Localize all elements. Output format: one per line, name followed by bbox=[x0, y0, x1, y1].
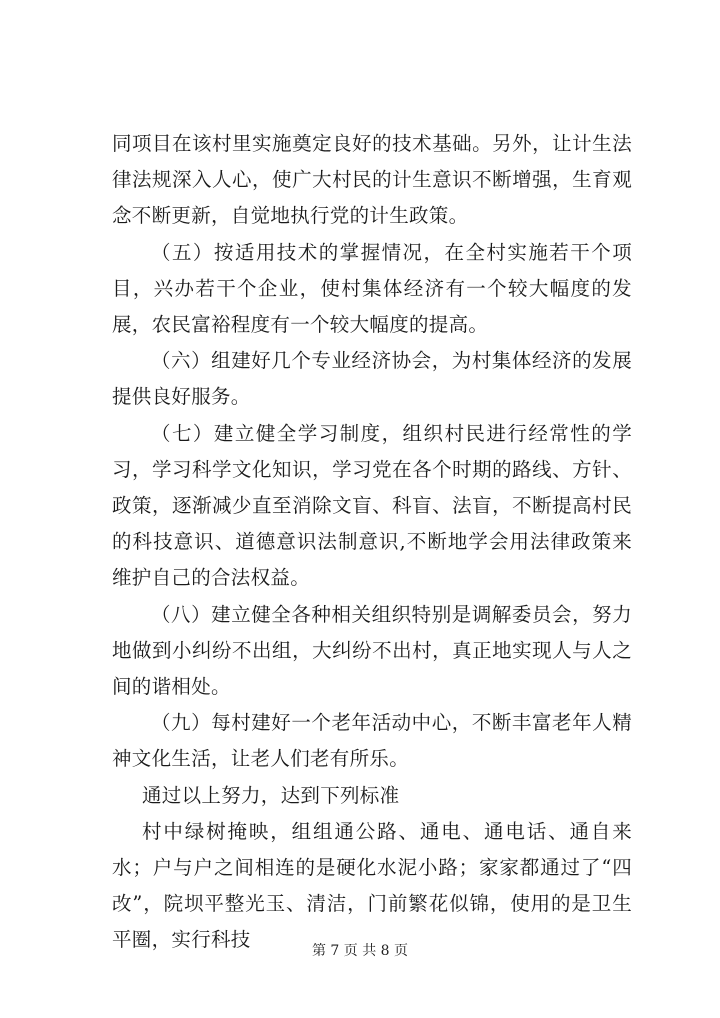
paragraph-item-6: （六）组建好几个专业经济协会，为村集体经济的发展提供良好服务。 bbox=[112, 349, 632, 409]
page-footer: 第 7 页 共 8 页 bbox=[311, 943, 409, 959]
paragraph-standards-intro: 通过以上努力，达到下列标准 bbox=[142, 783, 400, 807]
paragraph-item-7: （七）建立健全学习制度，组织村民进行经常性的学习，学习科学文化知识，学习党在各个时期的路线、方针、政策，逐渐减少直至消除文盲、科盲、法盲，不断提高村民的科技意识、道德意识法制意识,不断地学会用法律政策来维护自己的合法权益。 bbox=[112, 421, 632, 590]
paragraph-item-9: （九）每村建好一个老年活动中心，不断丰富老年人精神文化生活，让老人们老有所乐。 bbox=[112, 711, 632, 771]
paragraph-continuation: 同项目在该村里实施奠定良好的技术基础。另外，让计生法律法规深入人心，使广大村民的计生意识不断增强，生育观念不断更新，自觉地执行党的计生政策。 bbox=[112, 132, 632, 228]
paragraph-item-5: （五）按适用技术的掌握情况，在全村实施若干个项目，兴办若干个企业，使村集体经济有一个较大幅度的发展，农民富裕程度有一个较大幅度的提高。 bbox=[112, 240, 632, 337]
paragraph-standards: 村中绿树掩映，组组通公路、通电、通电话、通自来水；户与户之间相连的是硬化水泥小路；家家都通过了“四改”，院坝平整光玉、清洁，门前繁花似锦，使用的是卫生平圈，实行科技 bbox=[112, 819, 632, 952]
paragraph-item-8: （八）建立健全各种相关组织特别是调解委员会，努力地做到小纠纷不出组，大纠纷不出村，真正地实现人与人之间的谐相处。 bbox=[112, 602, 632, 699]
body-text bbox=[112, 126, 632, 959]
